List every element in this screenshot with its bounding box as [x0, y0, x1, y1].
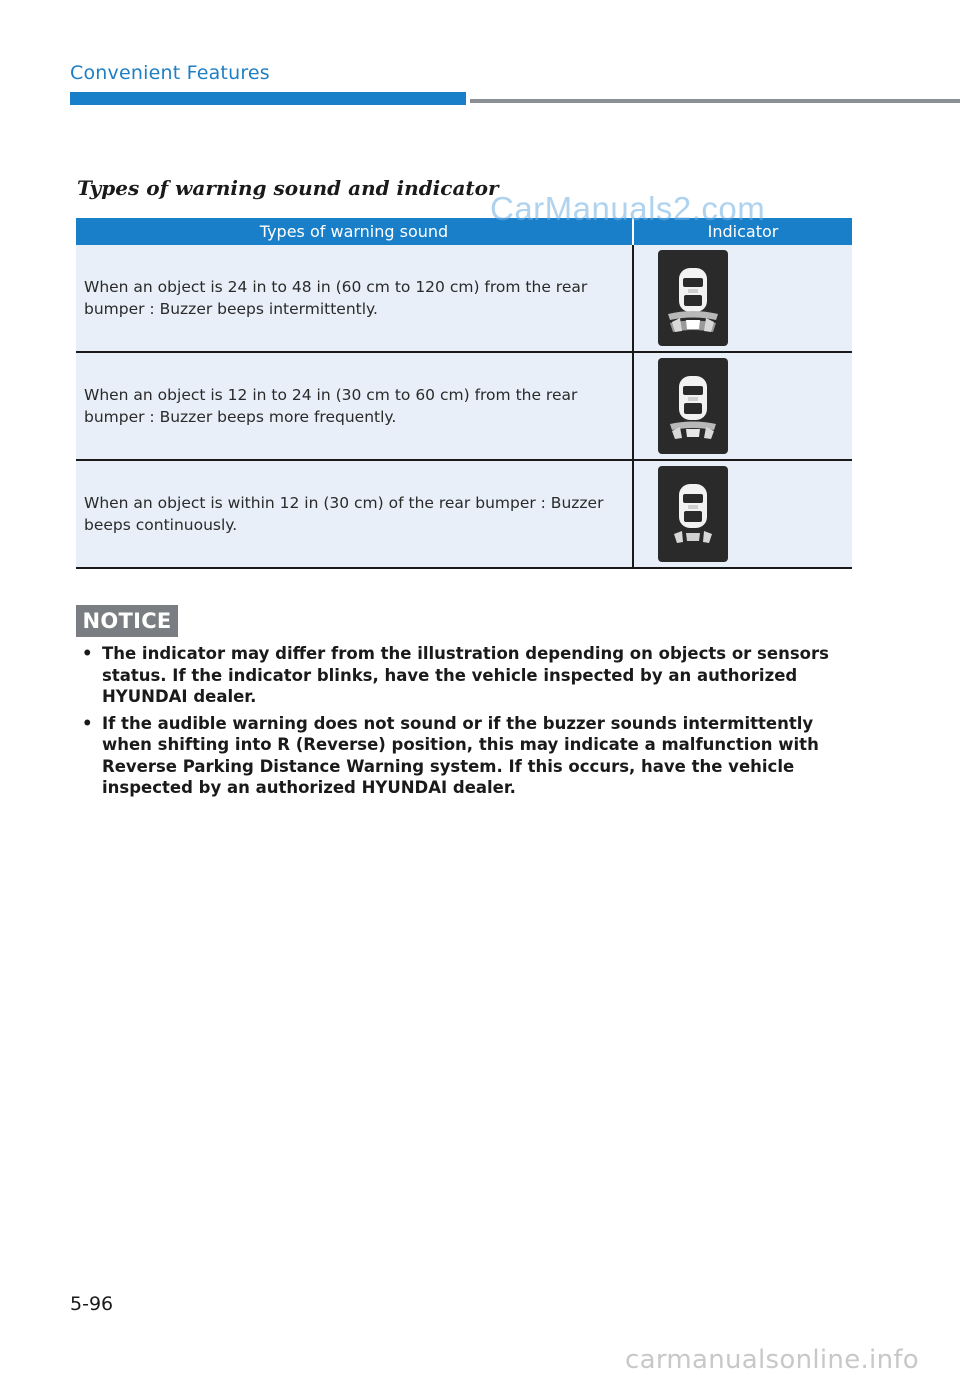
indicator-cell — [633, 352, 852, 460]
header-indicator: Indicator — [633, 218, 852, 245]
table-header-row — [76, 218, 852, 245]
table-row — [76, 245, 852, 352]
sound-description: When an object is 24 in to 48 in (60 cm to 120 cm) from the rear bumper : Buzzer beeps intermittently. — [76, 245, 633, 352]
parking-sensor-near-icon — [658, 466, 728, 562]
sound-description: When an object is within 12 in (30 cm) of the rear bumper : Buzzer beeps continuously. — [76, 460, 633, 568]
parking-sensor-mid-icon — [658, 358, 728, 454]
notice-list — [82, 643, 857, 804]
parking-sensor-far-icon — [658, 250, 728, 346]
warning-sound-table — [76, 218, 852, 569]
list-item — [82, 713, 857, 799]
watermark: CarManuals2.com — [490, 190, 766, 227]
header-title: Convenient Features — [70, 62, 270, 84]
bullet-icon: • — [82, 644, 93, 663]
header-divider — [470, 99, 960, 103]
list-item — [82, 643, 857, 708]
section-heading: Types of warning sound and indicator — [77, 176, 499, 200]
indicator-cell — [633, 245, 852, 352]
footer-site-watermark: carmanualsonline.info — [625, 1345, 920, 1375]
notice-text: The indicator may differ from the illustration depending on objects or sensors status. If the indicator blinks, have the vehicle inspected by an authorized HYUNDAI dealer. — [102, 644, 829, 706]
header-types-of-warning-sound: Types of warning sound — [76, 218, 633, 245]
table-row — [76, 460, 852, 568]
table-row — [76, 352, 852, 460]
bullet-icon: • — [82, 713, 93, 733]
notice-badge: NOTICE — [76, 605, 178, 637]
page-number: 5-96 — [70, 1293, 114, 1315]
notice-text: If the audible warning does not sound or if the buzzer sounds intermittently when shifting into R (Reverse) position, this may indicate a malfunction with Reverse Parking Distance Warning system. If this occurs, have the vehicle inspected by an authorized HYUNDAI dealer. — [102, 713, 819, 797]
header-accent-bar — [70, 92, 466, 105]
indicator-cell — [633, 460, 852, 568]
sound-description: When an object is 12 in to 24 in (30 cm to 60 cm) from the rear bumper : Buzzer beeps more frequently. — [76, 352, 633, 460]
